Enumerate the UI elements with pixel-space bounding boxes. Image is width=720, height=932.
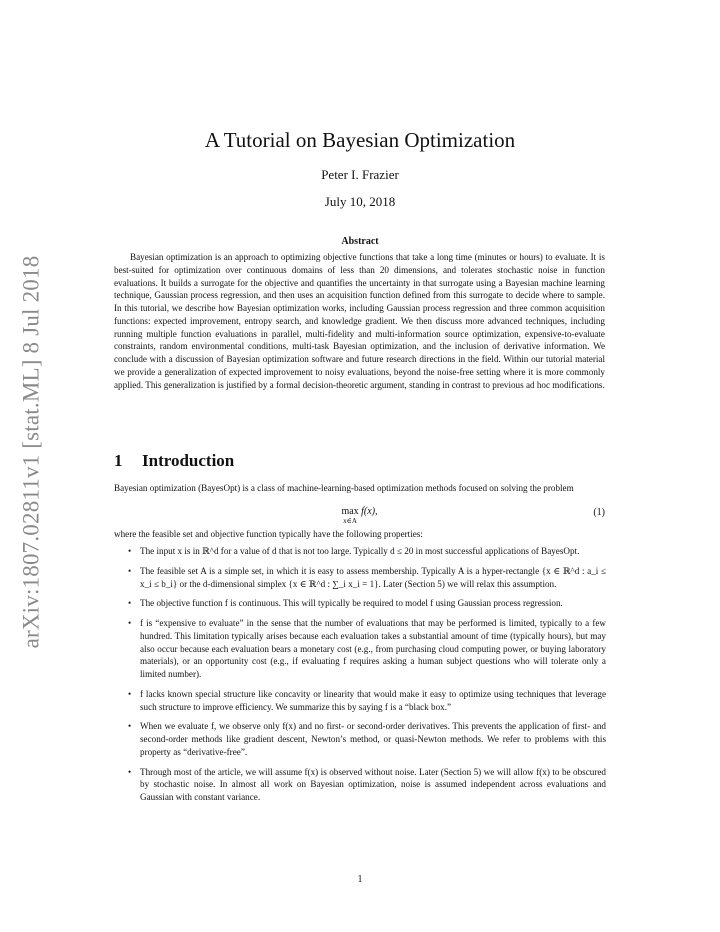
bullet-icon: • (128, 766, 132, 777)
equation-function: f(x), (361, 506, 378, 517)
property-list-item (128, 565, 606, 591)
intro-paragraph: Bayesian optimization (BayesOpt) is a class of machine-learning-based optimization methods focused on solving the problem (114, 483, 574, 493)
abstract-heading: Abstract (341, 236, 379, 247)
property-text: f is “expensive to evaluate” in the sense that the number of evaluations that may be performed is limited, typically to a few hundred. This limitation typically arises because each evaluation takes a substantial amount of time (typically hours), but may also occur because each evaluation bears a monetary cost (e.g., from purchasing cloud computing power, or buying laboratory materials), or an opportunity cost (e.g., if evaluating f requires asking a human subject questions who will tolerate only a limited number). (140, 618, 606, 679)
paper-author: Peter I. Frazier (321, 167, 399, 182)
arxiv-identifier-text: arXiv:1807.02811v1 [stat.ML] 8 Jul 2018 (18, 255, 43, 649)
property-list-item (128, 617, 606, 681)
arxiv-identifier-stamp (16, 257, 46, 647)
bullet-icon: • (128, 598, 132, 609)
properties-list (128, 545, 606, 811)
property-text: The input x is in ℝ^d for a value of d that is not too large. Typically d ≤ 20 in most successful applications of BayesOpt. (140, 546, 580, 556)
section-number: 1 (114, 451, 123, 470)
equation-max-label: max (341, 506, 359, 517)
property-text: f lacks known special structure like concavity or linearity that would make it easy to optimize using techniques that leverage such structure to improve efficiency. We summarize this by saying f is a “black box.” (140, 688, 606, 712)
abstract-body: Bayesian optimization is an approach to optimizing objective functions that take a long time (minutes or hours) to evaluate. It is best-suited for optimization over continuous domains of less than 20 dimensions, and tolerates stochastic noise in function evaluations. It builds a surrogate for the objective and quantifies the uncertainty in that surrogate using a Bayesian machine learning technique, Gaussian process regression, and then uses an acquisition function defined from this surrogate to decide where to sample. In this tutorial, we describe how Bayesian optimization works, including Gaussian process regression and three common acquisition functions: expected improvement, entropy search, and knowledge gradient. We then discuss more advanced techniques, including running multiple function evaluations in parallel, multi-fidelity and multi-information source optimization, expensive-to-evaluate constraints, random environmental conditions, multi-task Bayesian optimization, and the inclusion of derivative information. We conclude with a discussion of Bayesian optimization software and future research directions in the field. Within our tutorial material we provide a generalization of expected improvement to noisy evaluations, beyond the noise-free setting where it is more commonly applied. This generalization is justified by a formal decision-theoretic argument, standing in contrast to previous ad hoc modifications. (114, 252, 605, 390)
equation-1 (114, 506, 605, 528)
bullet-icon: • (128, 618, 132, 628)
property-text: The objective function f is continuous. This will typically be required to model f using Gaussian process regression. (140, 598, 563, 609)
equation-expression (114, 506, 605, 525)
section-heading (114, 451, 234, 471)
bullet-icon: • (128, 546, 132, 556)
property-list-item (128, 688, 606, 714)
property-list-item (128, 597, 606, 610)
property-text: The feasible set A is a simple set, in which it is easy to assess membership. Typically A is a hyper-rectangle {x ∈ ℝ^d : a_i ≤ x_i ≤ b_i} or the d-dimensional simplex {x ∈ ℝ^d : ∑_i x_i = 1}. Later (Section 5) we will relax this assumption. (140, 565, 606, 589)
equation-number: (1) (593, 507, 605, 518)
bullet-icon: • (128, 565, 132, 576)
equation-max-subscript: x∈A (343, 517, 357, 525)
property-list-item (128, 720, 606, 758)
property-text: When we evaluate f, we observe only f(x) and no first- or second-order derivatives. This prevents the application of first- and second-order methods like gradient descent, Newton’s method, or quasi-Newton methods. We refer to problems with this property as “derivative-free”. (140, 721, 606, 757)
equation-max-operator (341, 506, 358, 525)
page-number: 1 (357, 874, 363, 885)
section-title: Introduction (142, 451, 235, 470)
bullet-icon: • (128, 721, 132, 732)
property-list-item (128, 545, 606, 558)
bullet-icon: • (128, 688, 132, 699)
paper-date: July 10, 2018 (324, 194, 396, 209)
paper-title: A Tutorial on Bayesian Optimization (204, 128, 516, 152)
where-paragraph: where the feasible set and objective function typically have the following properties: (114, 529, 423, 539)
property-text: Through most of the article, we will assume f(x) is observed without noise. Later (Section 5) we will allow f(x) to be obscured by stochastic noise. In almost all work on Bayesian optimization, noise is assumed independent across evaluations and Gaussian with constant variance. (140, 766, 606, 802)
property-list-item (128, 766, 606, 804)
